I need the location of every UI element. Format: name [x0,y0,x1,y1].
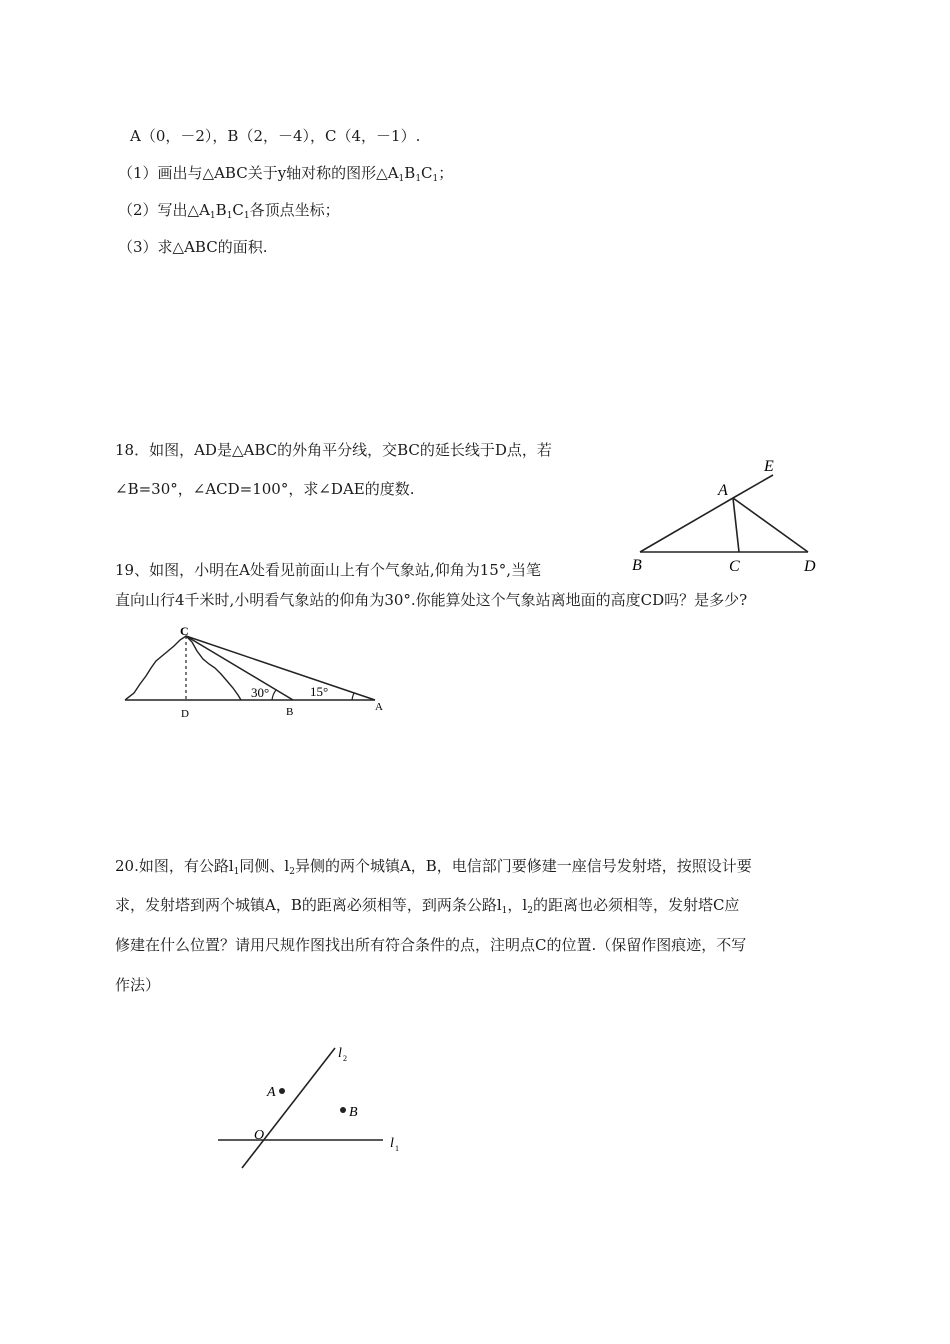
q19-label-30deg: 30° [251,685,270,700]
q20-label-l2: l [338,1046,342,1061]
q20-label-l2-sub: 2 [343,1054,347,1063]
q18-line-AC [733,498,739,552]
q20-label-B: B [349,1105,358,1120]
q20-figure [210,1040,410,1180]
q18-line-AE [733,475,773,498]
q19-label-B: B [286,706,294,718]
q19-sightline-CB [186,636,293,700]
q19-arc-30 [272,690,276,700]
q18-line1: 18．如图，AD是△ABC的外角平分线，交BC的延长线于D点，若 [115,441,552,459]
q18-label-C: C [729,558,740,575]
q20-point-A [279,1088,285,1094]
q19-label-D: D [181,708,189,720]
q20-label-A: A [267,1085,276,1100]
q17-sub3: （3）求△ABC的面积. [118,238,268,256]
q19-figure [115,620,395,720]
q20-line4: 作法） [115,976,161,994]
q19-mountain [125,636,241,700]
q17-points: A（0，－2），B（2，－4），C（4，－1）. [130,127,421,145]
q20-line1: 20.如图，有公路$l_1$同侧、$l_2$异侧的两个城镇A，B，电信部门要修建一座信号发射塔，按照设计要 [115,857,752,877]
q19-label-C: C [180,624,189,638]
q20-label-O: O [254,1128,265,1143]
q17-sub1: （1）画出与△ABC关于y轴对称的图形$\triangle A_1B_1C_1$； [118,164,454,184]
q18-line2: ∠B=30°，∠ACD=100°，求∠DAE的度数. [115,480,415,498]
q19-line2: 直向山行4千米时,小明看气象站的仰角为30°.你能算处这个气象站离地面的高度CD吗？是多少? [115,591,748,609]
q18-line-BA [640,498,733,552]
q18-label-A: A [718,482,728,499]
q18-figure [620,450,830,580]
q20-line3: 修建在什么位置？请用尺规作图找出所有符合条件的点，注明点C的位置.（保留作图痕迹，不写 [115,936,747,954]
q20-point-B [340,1107,346,1113]
q18-line-AD [733,498,808,552]
q18-label-E: E [764,458,774,475]
q20-label-l1-sub: 1 [395,1144,399,1153]
q19-line1: 19、如图，小明在A处看见前面山上有个气象站,仰角为15°,当笔 [115,561,542,579]
q20-road-l2 [242,1048,335,1168]
q18-label-D: D [804,558,816,575]
q19-arc-15 [352,693,354,700]
q19-label-15deg: 15° [310,684,329,699]
q20-line2: 求，发射塔到两个城镇A，B的距离必须相等，到两条公路$l_1$，$l_2$的距离也必须相等，发射塔C应 [115,896,740,916]
q20-label-l1: l [390,1136,394,1151]
q18-label-B: B [632,557,642,574]
q19-label-A: A [375,701,383,713]
q17-sub2: （2）写出$\triangle A_1B_1C_1$各顶点坐标； [118,201,340,221]
